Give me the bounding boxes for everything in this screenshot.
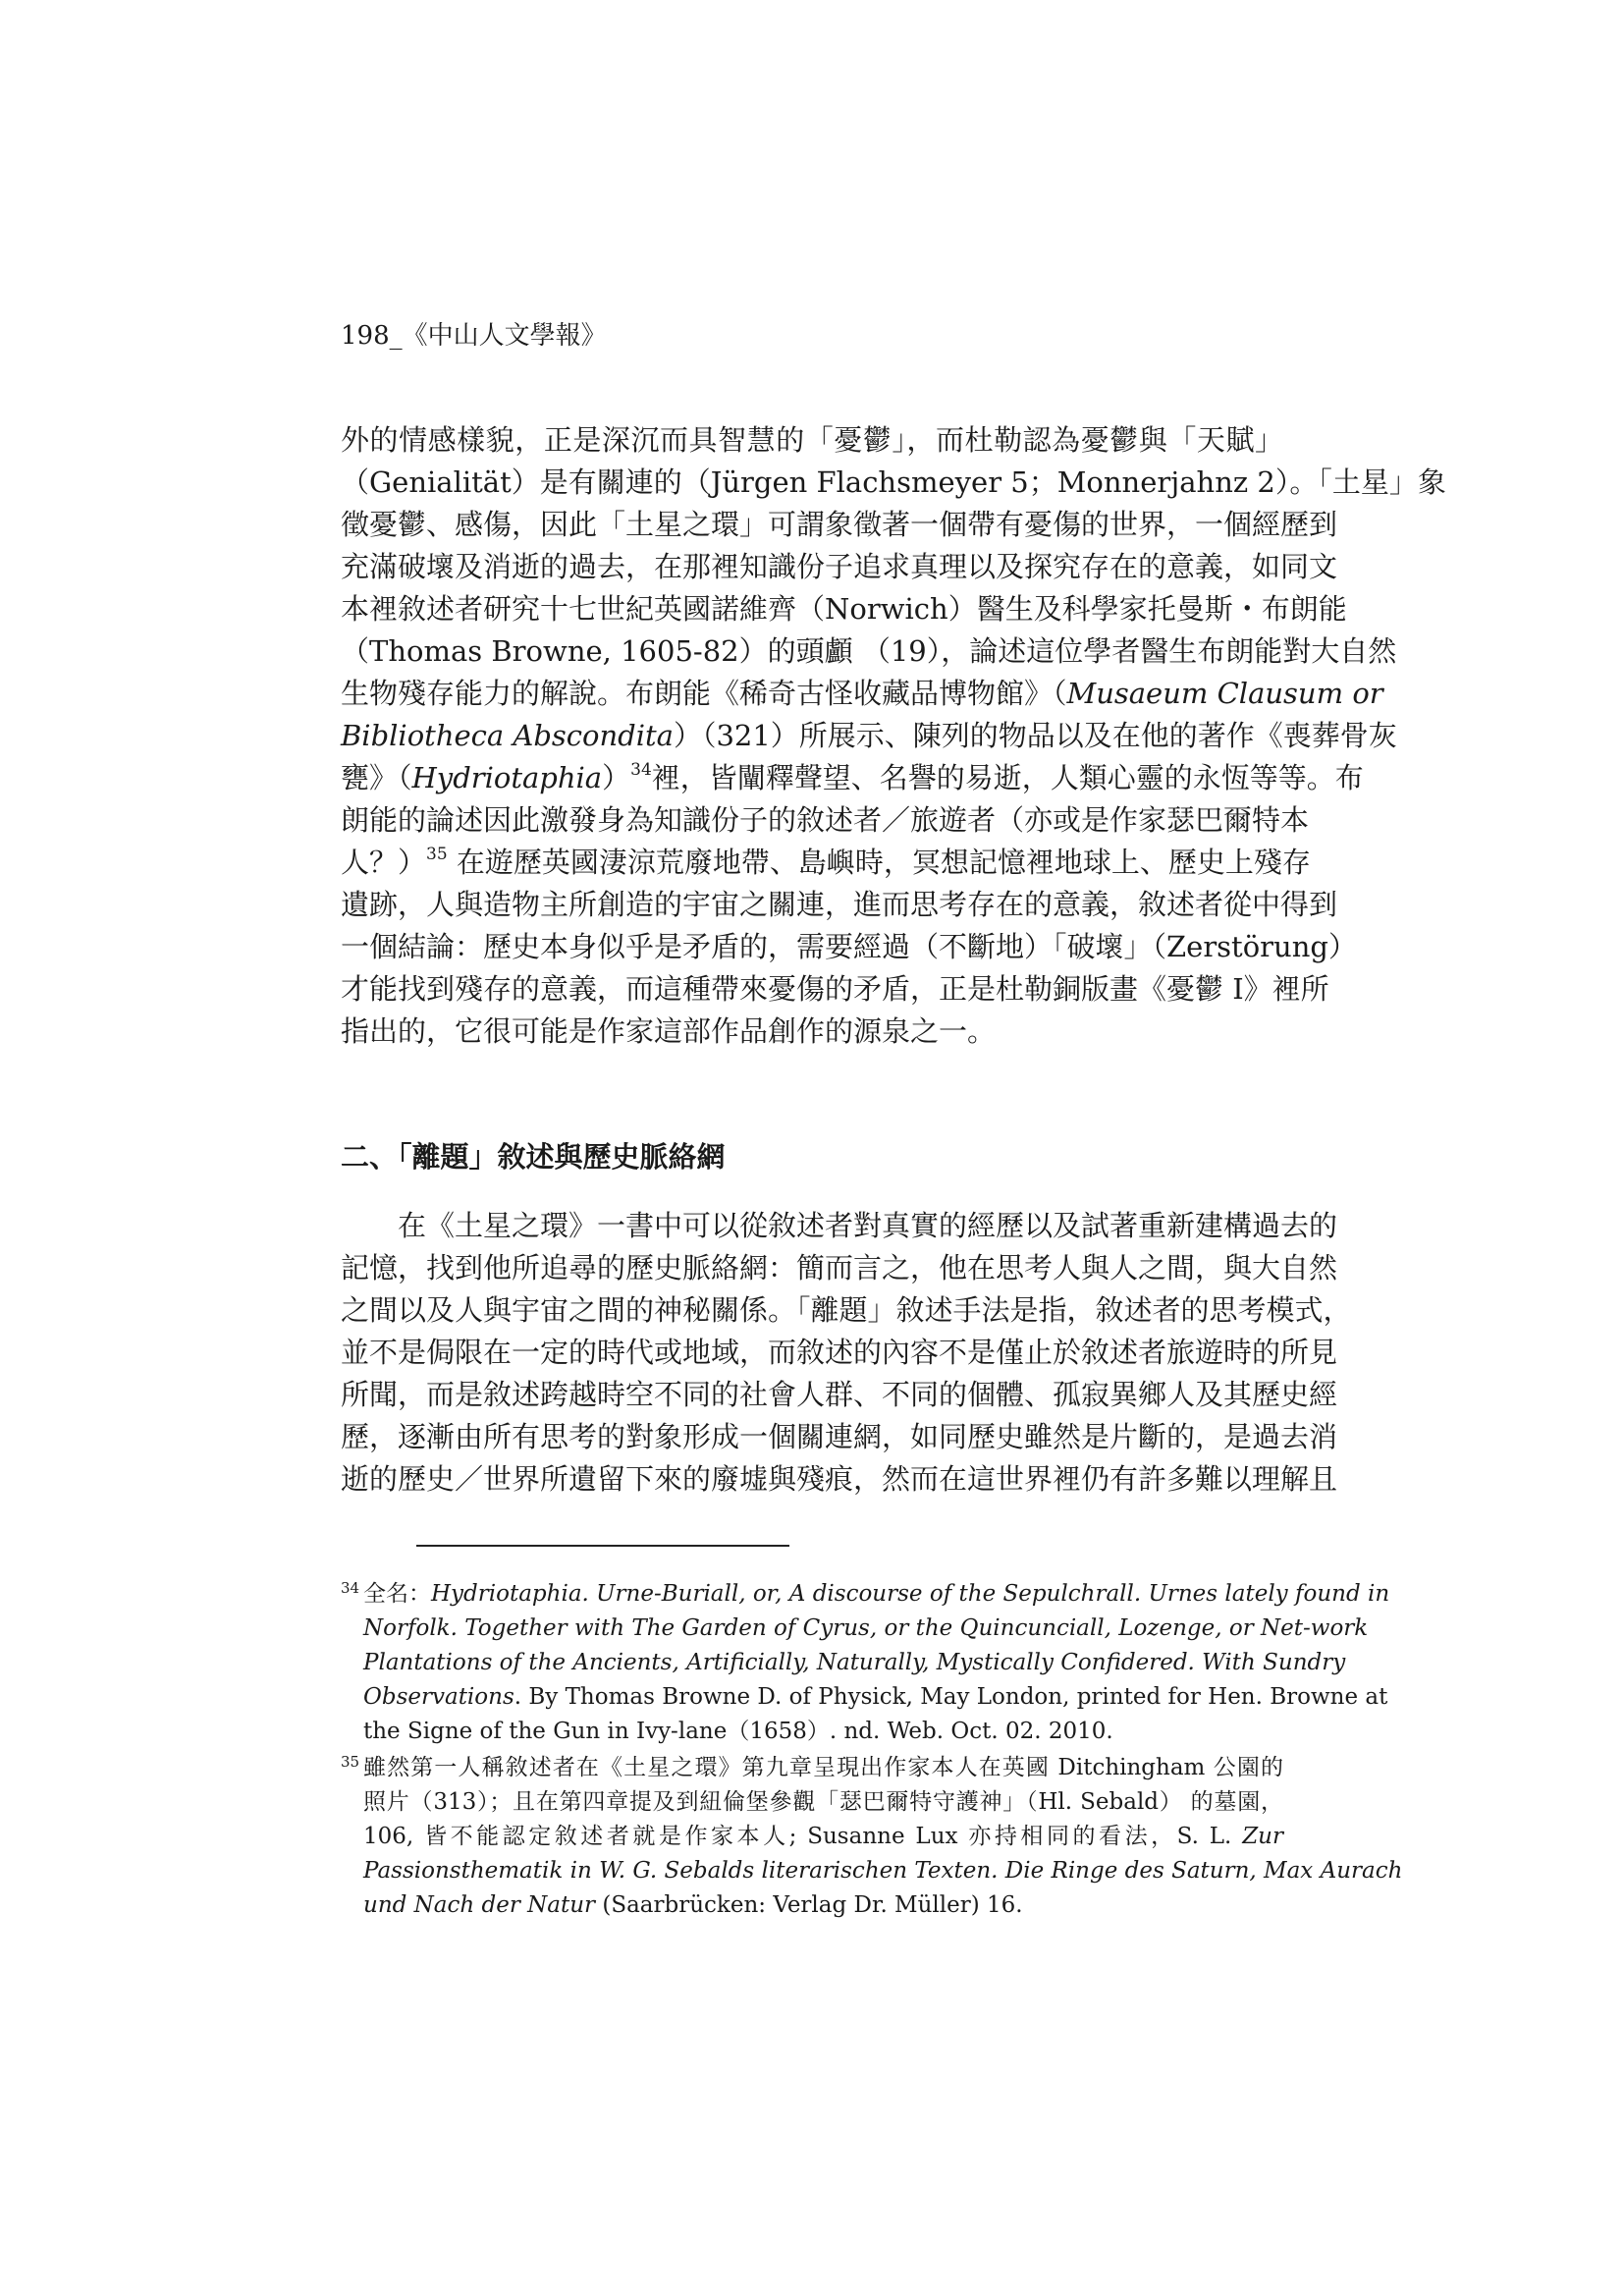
body-line: （Thomas Browne, 1605-82）的頭顱 （19），論述這位學者醫生布朗能對大自然 (341, 634, 1397, 668)
body-text: 裡，皆闡釋聲望、名譽的易逝，人類心靈的永恆等等。布 (651, 761, 1364, 794)
footnote-line (363, 1854, 1403, 1888)
section-line: 記憶，找到他所追尋的歷史脈絡網：簡而言之，他在思考人與人之間，與大自然 (341, 1251, 1338, 1285)
body-line (341, 674, 1383, 713)
body-line (341, 758, 1364, 797)
footnote-34 (341, 1577, 1390, 1754)
body-text: ） (602, 761, 631, 794)
section-line: 在《土星之環》一書中可以從敘述者對真實的經歷以及試著重新建構過去的 (398, 1209, 1338, 1242)
footnote-italic: und Nach der Natur (363, 1892, 596, 1918)
footnote-ref-34[interactable]: 34 (630, 760, 652, 780)
footnote-italic: Norfolk. Together with The Garden of Cyrus, or the Quincunciall, Lozenge, or Net-work (363, 1615, 1369, 1641)
body-line: 充滿破壞及消逝的過去，在那裡知識份子追求真理以及探究存在的意義，如同文 (341, 550, 1338, 583)
body-text: 生物殘存能力的解說。布朗能《稀奇古怪收藏品博物館》（ (341, 677, 1067, 710)
footnote-text: 全名： (363, 1581, 431, 1607)
body-text: 甕》（ (341, 761, 412, 794)
footnote-number: 35 (341, 1753, 360, 1771)
footnote-text: . By Thomas Browne D. of Physick, May London, printed for Hen. Browne at (514, 1684, 1388, 1710)
footnote-line (363, 1612, 1369, 1646)
footnote-italic: Observations (363, 1684, 514, 1710)
footnote-line: the Signe of the Gun in Ivy-lane（1658）. nd. Web. Oct. 02. 2010. (363, 1719, 1113, 1744)
body-line: 指出的，它很可能是作家這部作品創作的源泉之一。 (341, 1014, 997, 1048)
book-title-italic: Bibliotheca Abscondita (341, 719, 674, 752)
body-line (341, 716, 1397, 755)
footnote-separator (416, 1545, 789, 1547)
body-text: 人？） (341, 846, 427, 879)
section-line: 所聞，而是敘述跨越時空不同的社會人群、不同的個體、孤寂異鄉人及其歷史經 (341, 1378, 1338, 1411)
body-line: 遺跡，人與造物主所創造的宇宙之關連，進而思考存在的意義，敘述者從中得到 (341, 888, 1338, 921)
body-line (341, 843, 1311, 882)
body-line: 外的情感樣貌，正是深沉而具智慧的「憂鬱」，而杜勒認為憂鬱與「天賦」 (341, 423, 1283, 457)
body-line: （Genialität）是有關連的（Jürgen Flachsmeyer 5；Monnerjahnz 2）。「土星」象 (341, 465, 1446, 499)
body-line: 本裡敘述者研究十七世紀英國諾維齊（Norwich）醫生及科學家托曼斯・布朗能 (341, 592, 1347, 626)
footnote-number: 34 (341, 1579, 360, 1597)
book-title-italic: Hydriotaphia (411, 761, 603, 794)
body-line: 徵憂鬱、感傷，因此「土星之環」可謂象徵著一個帶有憂傷的世界，一個經歷到 (341, 508, 1338, 541)
footnote-line: 雖然第一人稱敘述者在《土星之環》第九章呈現出作家本人在英國 Ditchingham 公園的 (363, 1755, 1283, 1780)
section-line: 之間以及人與宇宙之間的神秘關係。「離題」敘述手法是指，敘述者的思考模式， (341, 1293, 1352, 1327)
footnote-ref-35[interactable]: 35 (426, 845, 448, 864)
footnote-line: 照片（313）；且在第四章提及到紐倫堡參觀「瑟巴爾特守護神」（Hl. Sebald） 的墓園， (363, 1789, 1283, 1815)
body-line: 朗能的論述因此激發身為知識份子的敘述者／旅遊者（亦或是作家瑟巴爾特本 (341, 803, 1310, 837)
footnote-line (363, 1646, 1346, 1680)
body-line: 才能找到殘存的意義，而這種帶來憂傷的矛盾，正是杜勒銅版畫《憂鬱 I》裡所 (341, 972, 1329, 1006)
footnote-line (363, 1820, 1283, 1854)
body-text: 在遊歷英國淒涼荒廢地帶、島嶼時，冥想記憶裡地球上、歷史上殘存 (447, 846, 1311, 879)
footnote-line (363, 1888, 1283, 1923)
section-line: 歷，逐漸由所有思考的對象形成一個關連網，如同歷史雖然是片斷的，是過去消 (341, 1420, 1338, 1453)
body-line: 一個結論：歷史本身似乎是矛盾的，需要經過（不斷地）「破壞」（Zerstörung） (341, 930, 1357, 963)
footnote-text: 106, 皆不能認定敘述者就是作家本人; Susanne Lux 亦持相同的看法，S. L. (363, 1824, 1243, 1849)
footnote-line (363, 1577, 1390, 1612)
body-text: ）（321）所展示、陳列的物品以及在他的著作《喪葬骨灰 (673, 719, 1397, 752)
footnote-text: (Saarbrücken: Verlag Dr. Müller) 16. (595, 1892, 1023, 1918)
footnote-italic: Plantations of the Ancients, Artificially, Naturally, Mystically Confidered. With Sundry (363, 1650, 1346, 1675)
footnote-italic: Zur (1242, 1824, 1283, 1849)
running-header: 198_《中山人文學報》 (341, 321, 607, 351)
section-line: 並不是侷限在一定的時代或地域，而敘述的內容不是僅止於敘述者旅遊時的所見 (341, 1336, 1338, 1369)
section-heading: 二、「離題」敘述與歷史脈絡網 (341, 1140, 726, 1174)
footnote-italic: Hydriotaphia. Urne-Buriall, or, A discourse of the Sepulchrall. Urnes lately found in (431, 1581, 1390, 1607)
footnote-line (363, 1680, 1388, 1715)
footnote-35 (341, 1751, 1403, 1928)
section-line: 逝的歷史／世界所遺留下來的廢墟與殘痕，然而在這世界裡仍有許多難以理解且 (341, 1462, 1338, 1496)
book-title-italic: Musaeum Clausum or (1066, 677, 1383, 710)
footnote-italic: Passionsthematik in W. G. Sebalds literarischen Texten. Die Ringe des Saturn, Max Aurach (363, 1858, 1403, 1884)
